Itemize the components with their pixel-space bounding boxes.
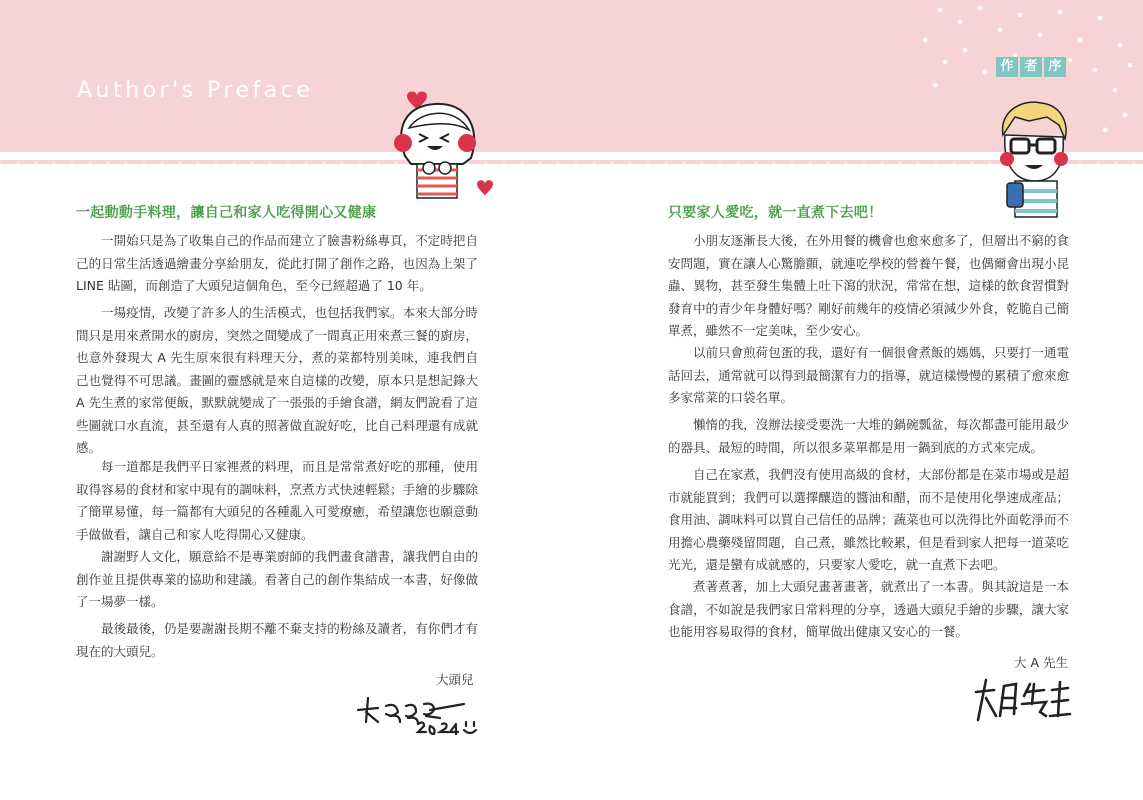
left-handwritten-signature: [352, 692, 482, 737]
left-paragraph: 一場疫情，改變了許多人的生活模式，也包括我們家。本來大部分時間只是用來煮開水的廚房，突然之間變成了一間真正用來煮三餐的廚房，也意外發現大 A 先生原來很有料理天分，煮的菜都特別美味，連我們自己也覺得不可思議。畫圖的靈感就是來自這樣的改變，原本只是想記錄大 A 先生煮的家常便飯，默默就變成了一張張的手繪食譜，網友們說看了這些圖就口水直流，甚至還有人真的照著做直說好吃，比自己料理還有成就感。: [76, 305, 478, 455]
right-paragraph: 懶惰的我，沒辦法接受要洗一大堆的鍋碗瓢盆，每次都盡可能用最少的器具、最短的時間，所以很多菜單都是用一鍋到底的方式來完成。: [668, 417, 1069, 455]
badge-char: 序: [1044, 57, 1066, 77]
left-paragraph: 最後最後，仍是要謝謝長期不離不棄支持的粉絲及讀者，有你們才有現在的大頭兒。: [76, 621, 478, 659]
left-paragraph: 每一道都是我們平日家裡煮的料理，而且是常常煮好吃的那種，使用取得容易的食材和家中現有的調味料，烹煮方式快速輕鬆；手繪的步驟除了簡單易懂，每一篇都有大頭兒的各種亂入可愛療癒，希望讓您也願意動手做做看，讓自己和家人吃得開心又健康。: [76, 459, 478, 542]
badge-char: 者: [1020, 57, 1042, 77]
right-handwritten-signature: [972, 676, 1072, 726]
right-paragraph: 小朋友逐漸長大後，在外用餐的機會也愈來愈多了，但層出不窮的食安問題，實在讓人心驚膽顫，就連吃學校的營養午餐，也偶爾會出現小昆蟲、異物，甚至發生集體上吐下瀉的狀況，常常在想，這樣的飲食習慣對發育中的青少年身體好嗎？剛好前幾年的疫情必須減少外食，乾脆自己簡單煮，雖然不一定美味，至少安心。: [668, 233, 1069, 338]
mug-icon: [1007, 183, 1023, 207]
girl-character-illustration: [385, 88, 495, 208]
right-signer: 大 A 先生: [1014, 655, 1068, 670]
heart-icon: [477, 180, 493, 196]
left-heading: 一起動動手料理，讓自己和家人吃得開心又健康: [76, 205, 377, 221]
section-badge: [996, 57, 1066, 77]
left-paragraph: 謝謝野人文化，願意給不是專業廚師的我們畫食譜書，讓我們自由的創作並且提供專業的協助和建議。看著自己的創作集結成一本書，好像做了一場夢一樣。: [76, 549, 478, 609]
badge-char: 作: [996, 57, 1018, 77]
left-paragraph: 一開始只是為了收集自己的作品而建立了臉書粉絲專頁，不定時把自己的日常生活透過繪畫分享給朋友，從此打開了創作之路，也因為上架了 LINE 貼圖，而創造了大頭兒這個角色，至今已經超過了 10 年。: [76, 233, 478, 293]
right-paragraph: 煮著煮著，加上大頭兒畫著畫著，就煮出了一本書。與其說這是一本食譜，不如說是我們家日常料理的分享，透過大頭兒手繪的步驟，讓大家也能用容易取得的食材，簡單做出健康又安心的一餐。: [668, 579, 1069, 639]
man-character-illustration: [985, 95, 1080, 220]
preface-title: Author's Preface: [77, 78, 314, 103]
right-heading: 只要家人愛吃，就一直煮下去吧！: [668, 205, 883, 221]
left-signer: 大頭兒: [436, 672, 474, 687]
right-paragraph: 自己在家煮，我們沒有使用高級的食材，大部份都是在菜市場或是超市就能買到；我們可以選擇釀造的醬油和醋，而不是使用化學速成產品；食用油、調味料可以買自己信任的品牌；蔬菜也可以洗得比外面乾淨而不用擔心農藥殘留問題，自己煮，雖然比較累，但是看到家人把每一道菜吃光光，還是蠻有成就感的，只要家人愛吃，就一直煮下去吧。: [668, 467, 1069, 572]
right-paragraph: 以前只會煎荷包蛋的我，還好有一個很會煮飯的媽媽，只要打一通電話回去，通常就可以得到最簡潔有力的指導，就這樣慢慢的累積了愈來愈多家常菜的口袋名單。: [668, 345, 1069, 405]
